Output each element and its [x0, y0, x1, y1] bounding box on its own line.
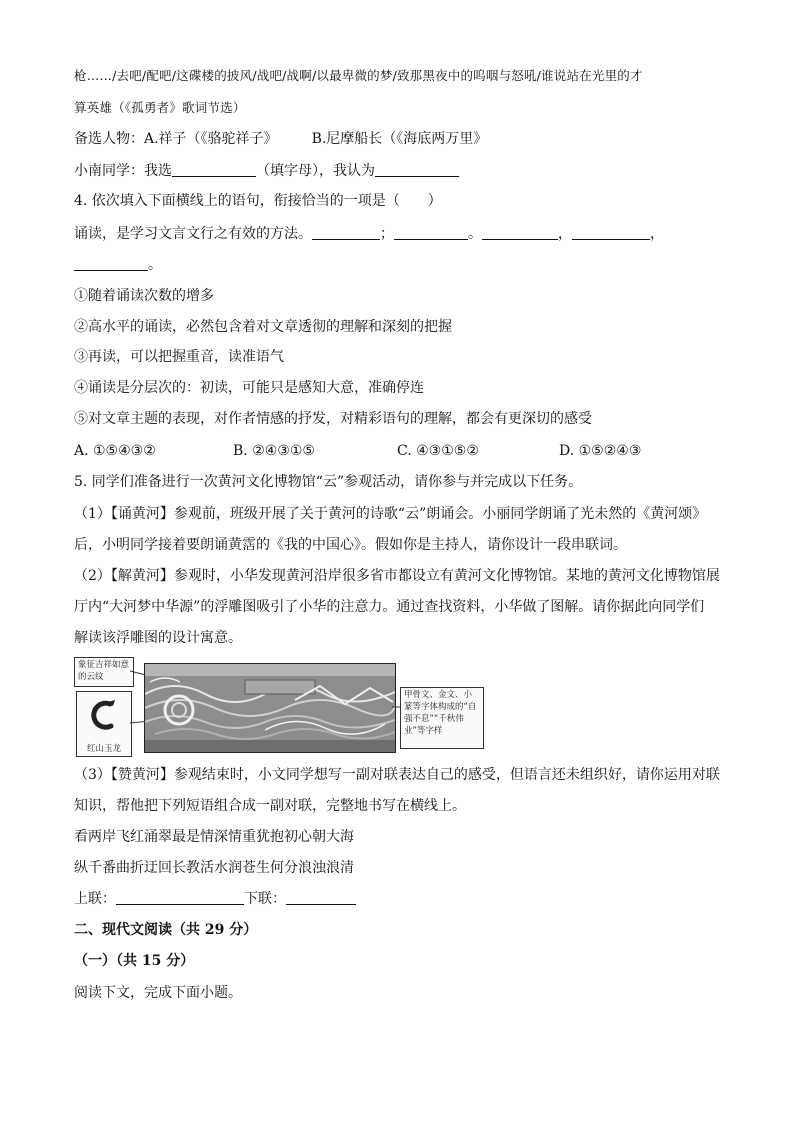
q4-blank-4[interactable] — [572, 225, 650, 240]
option-d[interactable]: D. ①⑤②④③ — [559, 443, 642, 459]
reading-instruction: 阅读下文，完成下面小题。 — [74, 985, 242, 1001]
q4-blank-3[interactable] — [482, 225, 558, 240]
upper-couplet-label: 上联： — [74, 891, 116, 907]
answer-prefix: 小南同学：我选 — [74, 163, 172, 179]
task-1-line-1: （1）【诵黄河】参观前，班级开展了关于黄河的诗歌“云”朗诵会。小丽同学朗诵了光未然的《黄河颂》 — [74, 506, 707, 522]
answer-middle: （填字母），我认为 — [256, 163, 375, 179]
option-c[interactable]: C. ④③①⑤② — [397, 443, 479, 459]
lower-couplet-label: 下联： — [244, 891, 286, 907]
relief-image — [144, 663, 396, 753]
candidate-b: B.尼摩船长（《海底两万里》 — [311, 131, 488, 147]
lower-couplet-blank[interactable] — [286, 890, 356, 905]
relief-figure — [74, 657, 720, 757]
phrase-line-1: 看两岸飞红涌翠最是情深情重犹抱初心朝大海 — [74, 829, 354, 845]
jade-dragon-icon — [77, 692, 131, 738]
q4-blank-5[interactable] — [74, 256, 148, 271]
answer-blank-letter[interactable] — [172, 162, 256, 177]
answer-blank-reason[interactable] — [375, 162, 459, 177]
lyrics-line-1: 枪……/去吧/配吧/这碟楼的披风/战吧/战啊/以最卑微的梦/致那黑夜中的呜咽与怒吼/谁说站在光里的才 — [74, 68, 643, 83]
q4-blank-1[interactable] — [312, 225, 380, 240]
task-3-line-1: （3）【赞黄河】参观结束时，小文同学想写一副对联表达自己的感受，但语言还未组织好，请你运用对联 — [74, 767, 720, 783]
lyrics-line-2: 算英雄（《孤勇者》歌词节选） — [74, 100, 246, 115]
task-3-line-2: 知识，帮他把下列短语组合成一副对联，完整地书写在横线上。 — [74, 798, 466, 814]
q4-blank-2[interactable] — [394, 225, 468, 240]
caption-red-mountain-dragon: 红山玉龙 — [86, 744, 121, 754]
task-2-line-1: （2）【解黄河】参观时，小华发现黄河沿岸很多省市都设立有黄河文化博物馆。某地的黄河文化博物馆展 — [74, 568, 720, 584]
caption-ancient-scripts: 甲骨文、金文、小篆等字体构成的“自强不息”“千秋伟业”等字样 — [400, 687, 484, 749]
q4-lead: 诵读，是学习文言文行之有效的方法。 — [74, 226, 312, 242]
upper-couplet-blank[interactable] — [116, 890, 244, 905]
task-1-line-2: 后，小明同学接着要朗诵黄霑的《我的中国心》。假如你是主持人，请你设计一段串联词。 — [74, 537, 627, 553]
sentence-2: ②高水平的诵读，必然包含着对文章透彻的理解和深刻的把握 — [74, 319, 452, 335]
sentence-1: ①随着诵读次数的增多 — [74, 288, 214, 304]
question-4-text-end: 。 — [74, 255, 162, 275]
sentence-5: ⑤对文章主题的表现，对作者情感的抒发，对精彩语句的理解，都会有更深切的感受 — [74, 411, 592, 427]
section-2-heading: 二、现代文阅读（共 29 分） — [74, 922, 258, 938]
subsection-1-heading: （一）（共 15 分） — [74, 953, 195, 969]
caption-cloud-pattern: 象征吉祥如意的云纹 — [74, 657, 134, 687]
question-4-stem: 4. 依次填入下面横线上的语句，衔接恰当的一项是（ ） — [74, 193, 442, 209]
option-b[interactable]: B. ②④③①⑤ — [233, 443, 315, 459]
option-a[interactable]: A. ①⑤④③② — [74, 443, 156, 459]
task-2-line-3: 解读该浮雕图的设计寓意。 — [74, 630, 242, 646]
task-2-line-2: 厅内“大河梦中华源”的浮雕图吸引了小华的注意力。通过查找资料，小华做了图解。请你据此向同学们 — [74, 599, 705, 615]
couplet-answer-line — [74, 889, 356, 909]
question-5-stem: 5. 同学们准备进行一次黄河文化博物馆“云”参观活动，请你参与并完成以下任务。 — [74, 474, 583, 490]
sentence-3: ③再读，可以把握重音，读准语气 — [74, 349, 284, 365]
sentence-4: ④诵读是分层次的：初读，可能只是感知大意，准确停连 — [74, 380, 424, 396]
question-4-text: 诵读，是学习文言文行之有效的方法。 ； 。 ， ， — [74, 226, 664, 242]
dragon-box — [76, 691, 132, 757]
answer-line — [74, 161, 459, 181]
candidate-characters — [74, 129, 487, 149]
candidate-a: 备选人物：A.祥子（《骆驼祥子》 — [74, 131, 278, 147]
phrase-line-2: 纵千番曲折迂回长教活水润苍生何分浪浊浪清 — [74, 860, 354, 876]
relief-carving-icon — [145, 664, 395, 752]
